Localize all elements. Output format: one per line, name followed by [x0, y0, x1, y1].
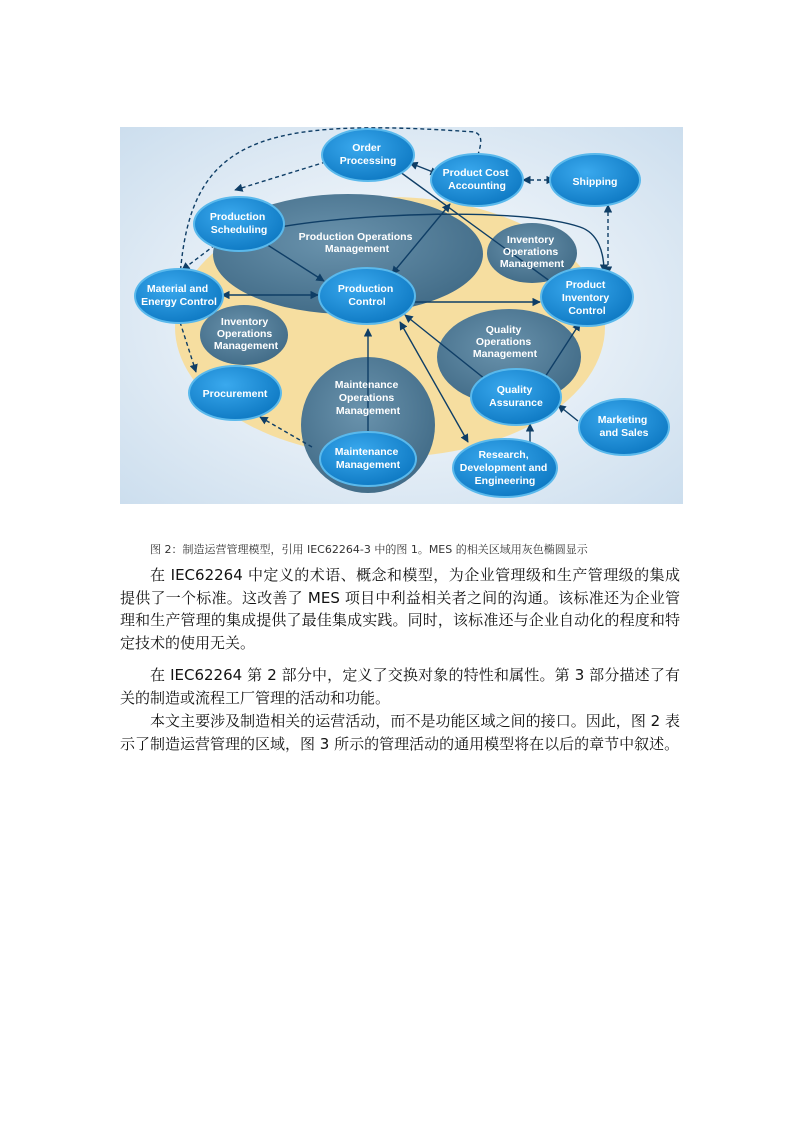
region-label-inventory-ops-left: Inventory Operations Management — [213, 316, 279, 352]
label-order-processing: Order Processing — [339, 142, 397, 167]
manufacturing-operations-model-figure — [120, 127, 683, 504]
label-production-control: Production Control — [337, 283, 394, 308]
body-paragraph-3: 本文主要涉及制造相关的运营活动，而不是功能区域之间的接口。因此，图 2 表示了制造运营管理的区域，图 3 所示的管理活动的通用模型将在以后的章节中叙述。 — [120, 712, 680, 753]
label-research-dev-eng: Research, Development and Engineering — [459, 449, 548, 487]
region-label-production-ops: Production Operations Management — [298, 231, 413, 255]
label-material-energy-control: Material and Energy Control — [141, 283, 217, 308]
label-production-scheduling: Production Scheduling — [209, 211, 268, 236]
label-product-inventory-control: Product Inventory Control — [561, 279, 610, 317]
region-label-maintenance-ops: Maintenance Operations Management — [334, 379, 401, 417]
region-label-quality-ops: Quality Operations Management — [472, 324, 538, 360]
body-paragraph-2: 在 IEC62264 第 2 部分中，定义了交换对象的特性和属性。第 3 部分描述了有关的制造或流程工厂管理的活动和功能。 — [120, 666, 680, 707]
body-paragraph-1: 在 IEC62264 中定义的术语、概念和模型，为企业管理级和生产管理级的集成提供了一个标准。这改善了 MES 项目中利益相关者之间的沟通。该标准还为企业管理和生产管理的集成提供了最佳集成实践。同时，该标准还与企业自动化的程度和特定技术的使用无关。 — [120, 566, 680, 652]
label-quality-assurance: Quality Assurance — [489, 384, 543, 409]
label-maintenance-management: Maintenance Management — [334, 446, 401, 471]
figure-caption: 图 2：制造运营管理模型，引用 IEC62264-3 中的图 1。MES 的相关区域用灰色椭圆显示 — [150, 543, 588, 556]
label-procurement: Procurement — [202, 388, 268, 400]
label-shipping: Shipping — [572, 176, 618, 188]
label-product-cost-accounting: Product Cost Accounting — [442, 167, 509, 192]
label-marketing-sales: Marketing and Sales — [597, 414, 649, 439]
region-label-inventory-ops-right: Inventory Operations Management — [499, 234, 565, 270]
